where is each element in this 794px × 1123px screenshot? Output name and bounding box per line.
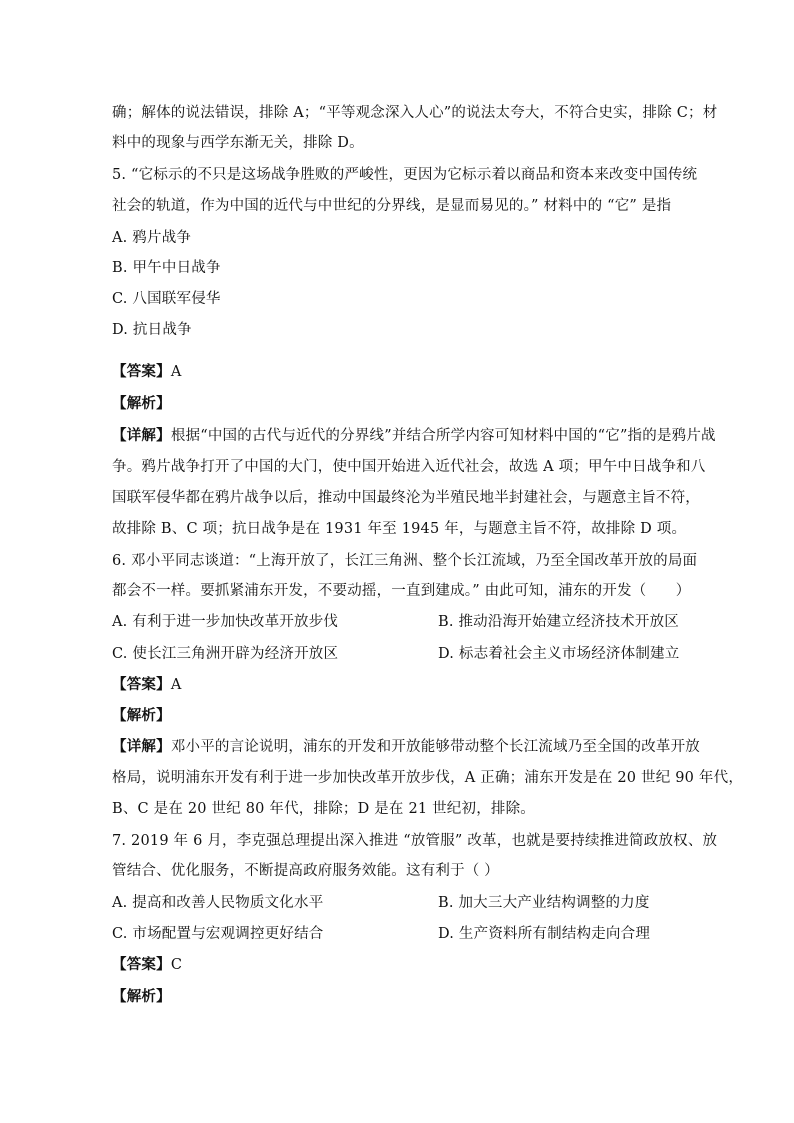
question-5-option-c: C. 八国联军侵华 xyxy=(112,291,221,307)
question-5-detail: 国联军侵华都在鸦片战争以后，推动中国最终沦为半殖民地半封建社会，与题意主旨不符， xyxy=(112,490,700,506)
question-5-stem: 社会的轨道，作为中国的近代与中世纪的分界线，是显而易见的。” 材料中的 “它” 是指 xyxy=(112,198,672,214)
question-6-option-d: D. 标志着社会主义市场经济体制建立 xyxy=(438,646,680,662)
question-6-analysis-label: 【解析】 xyxy=(112,707,171,724)
answer-label: 【答案】 xyxy=(112,363,171,380)
text-line: 料中的现象与西学东渐无关，排除 D。 xyxy=(112,135,364,151)
question-7-answer xyxy=(112,955,182,975)
answer-label: 【答案】 xyxy=(112,956,171,973)
question-7-stem: 管结合、优化服务，不断提高政府服务效能。这有利于（ ） xyxy=(112,863,500,879)
question-6-detail: B、C 是在 20 世纪 80 年代，排除；D 是在 21 世纪初，排除。 xyxy=(112,801,535,817)
question-5-stem: 5. “它标示的不只是这场战争胜败的严峻性，更因为它标示着以商品和资本来改变中国传统 xyxy=(112,167,698,183)
question-7-option-a: A. 提高和改善人民物质文化水平 xyxy=(112,895,324,911)
question-6-stem: 6. 邓小平同志谈道：“上海开放了，长江三角洲、整个长江流域，乃至全国改革开放的局面 xyxy=(112,553,698,569)
question-6-option-c: C. 使长江三角洲开辟为经济开放区 xyxy=(112,646,339,662)
question-6-detail xyxy=(112,737,700,757)
detail-label: 【详解】 xyxy=(112,738,171,755)
question-6-answer xyxy=(112,675,181,695)
question-7-option-d: D. 生产资料所有制结构走向合理 xyxy=(438,926,651,942)
question-7-option-c: C. 市场配置与宏观调控更好结合 xyxy=(112,926,324,942)
detail-label: 【详解】 xyxy=(112,427,171,444)
question-7-analysis-label: 【解析】 xyxy=(112,988,171,1005)
question-5-detail: 故排除 B、C 项；抗日战争是在 1931 年至 1945 年，与题意主旨不符，故排除 D 项。 xyxy=(112,521,687,537)
detail-text: 邓小平的言论说明，浦东的开发和开放能够带动整个长江流域乃至全国的改革开放 xyxy=(170,739,701,755)
question-5-option-b: B. 甲午中日战争 xyxy=(112,260,221,276)
question-7-stem: 7. 2019 年 6 月，李克强总理提出深入推进 “放管服” 改革，也就是要持续推进简政放权、放 xyxy=(112,833,718,849)
answer-label: 【答案】 xyxy=(112,676,171,693)
question-6-option-a: A. 有利于进一步加快改革开放步伐 xyxy=(112,614,339,630)
question-6-option-b: B. 推动沿海开始建立经济技术开放区 xyxy=(438,614,679,630)
answer-value: C xyxy=(170,957,183,973)
question-5-detail xyxy=(112,426,716,446)
question-5-option-d: D. 抗日战争 xyxy=(112,322,192,338)
question-6-detail: 格局，说明浦东开发有利于进一步加快改革开放步伐，A 正确；浦东开发是在 20 世纪 90 年代， xyxy=(112,770,744,786)
answer-value: A xyxy=(170,677,182,693)
detail-text: 根据“中国的古代与近代的分界线”并结合所学内容可知材料中国的“它”指的是鸦片战 xyxy=(170,428,716,444)
text-line: 确；解体的说法错误，排除 A；“平等观念深入人心”的说法太夸大，不符合史实，排除 C；材 xyxy=(112,105,718,121)
answer-value: A xyxy=(170,364,182,380)
question-5-analysis-label: 【解析】 xyxy=(112,395,171,412)
question-5-answer xyxy=(112,362,181,382)
question-7-option-b: B. 加大三大产业结构调整的力度 xyxy=(438,895,650,911)
question-5-detail: 争。鸦片战争打开了中国的大门，使中国开始进入近代社会，故选 A 项；甲午中日战争和八 xyxy=(112,459,706,475)
question-5-option-a: A. 鸦片战争 xyxy=(112,230,192,246)
question-6-stem: 都会不一样。要抓紧浦东开发，不要动摇，一直到建成。” 由此可知，浦东的开发（ ） xyxy=(112,583,691,599)
